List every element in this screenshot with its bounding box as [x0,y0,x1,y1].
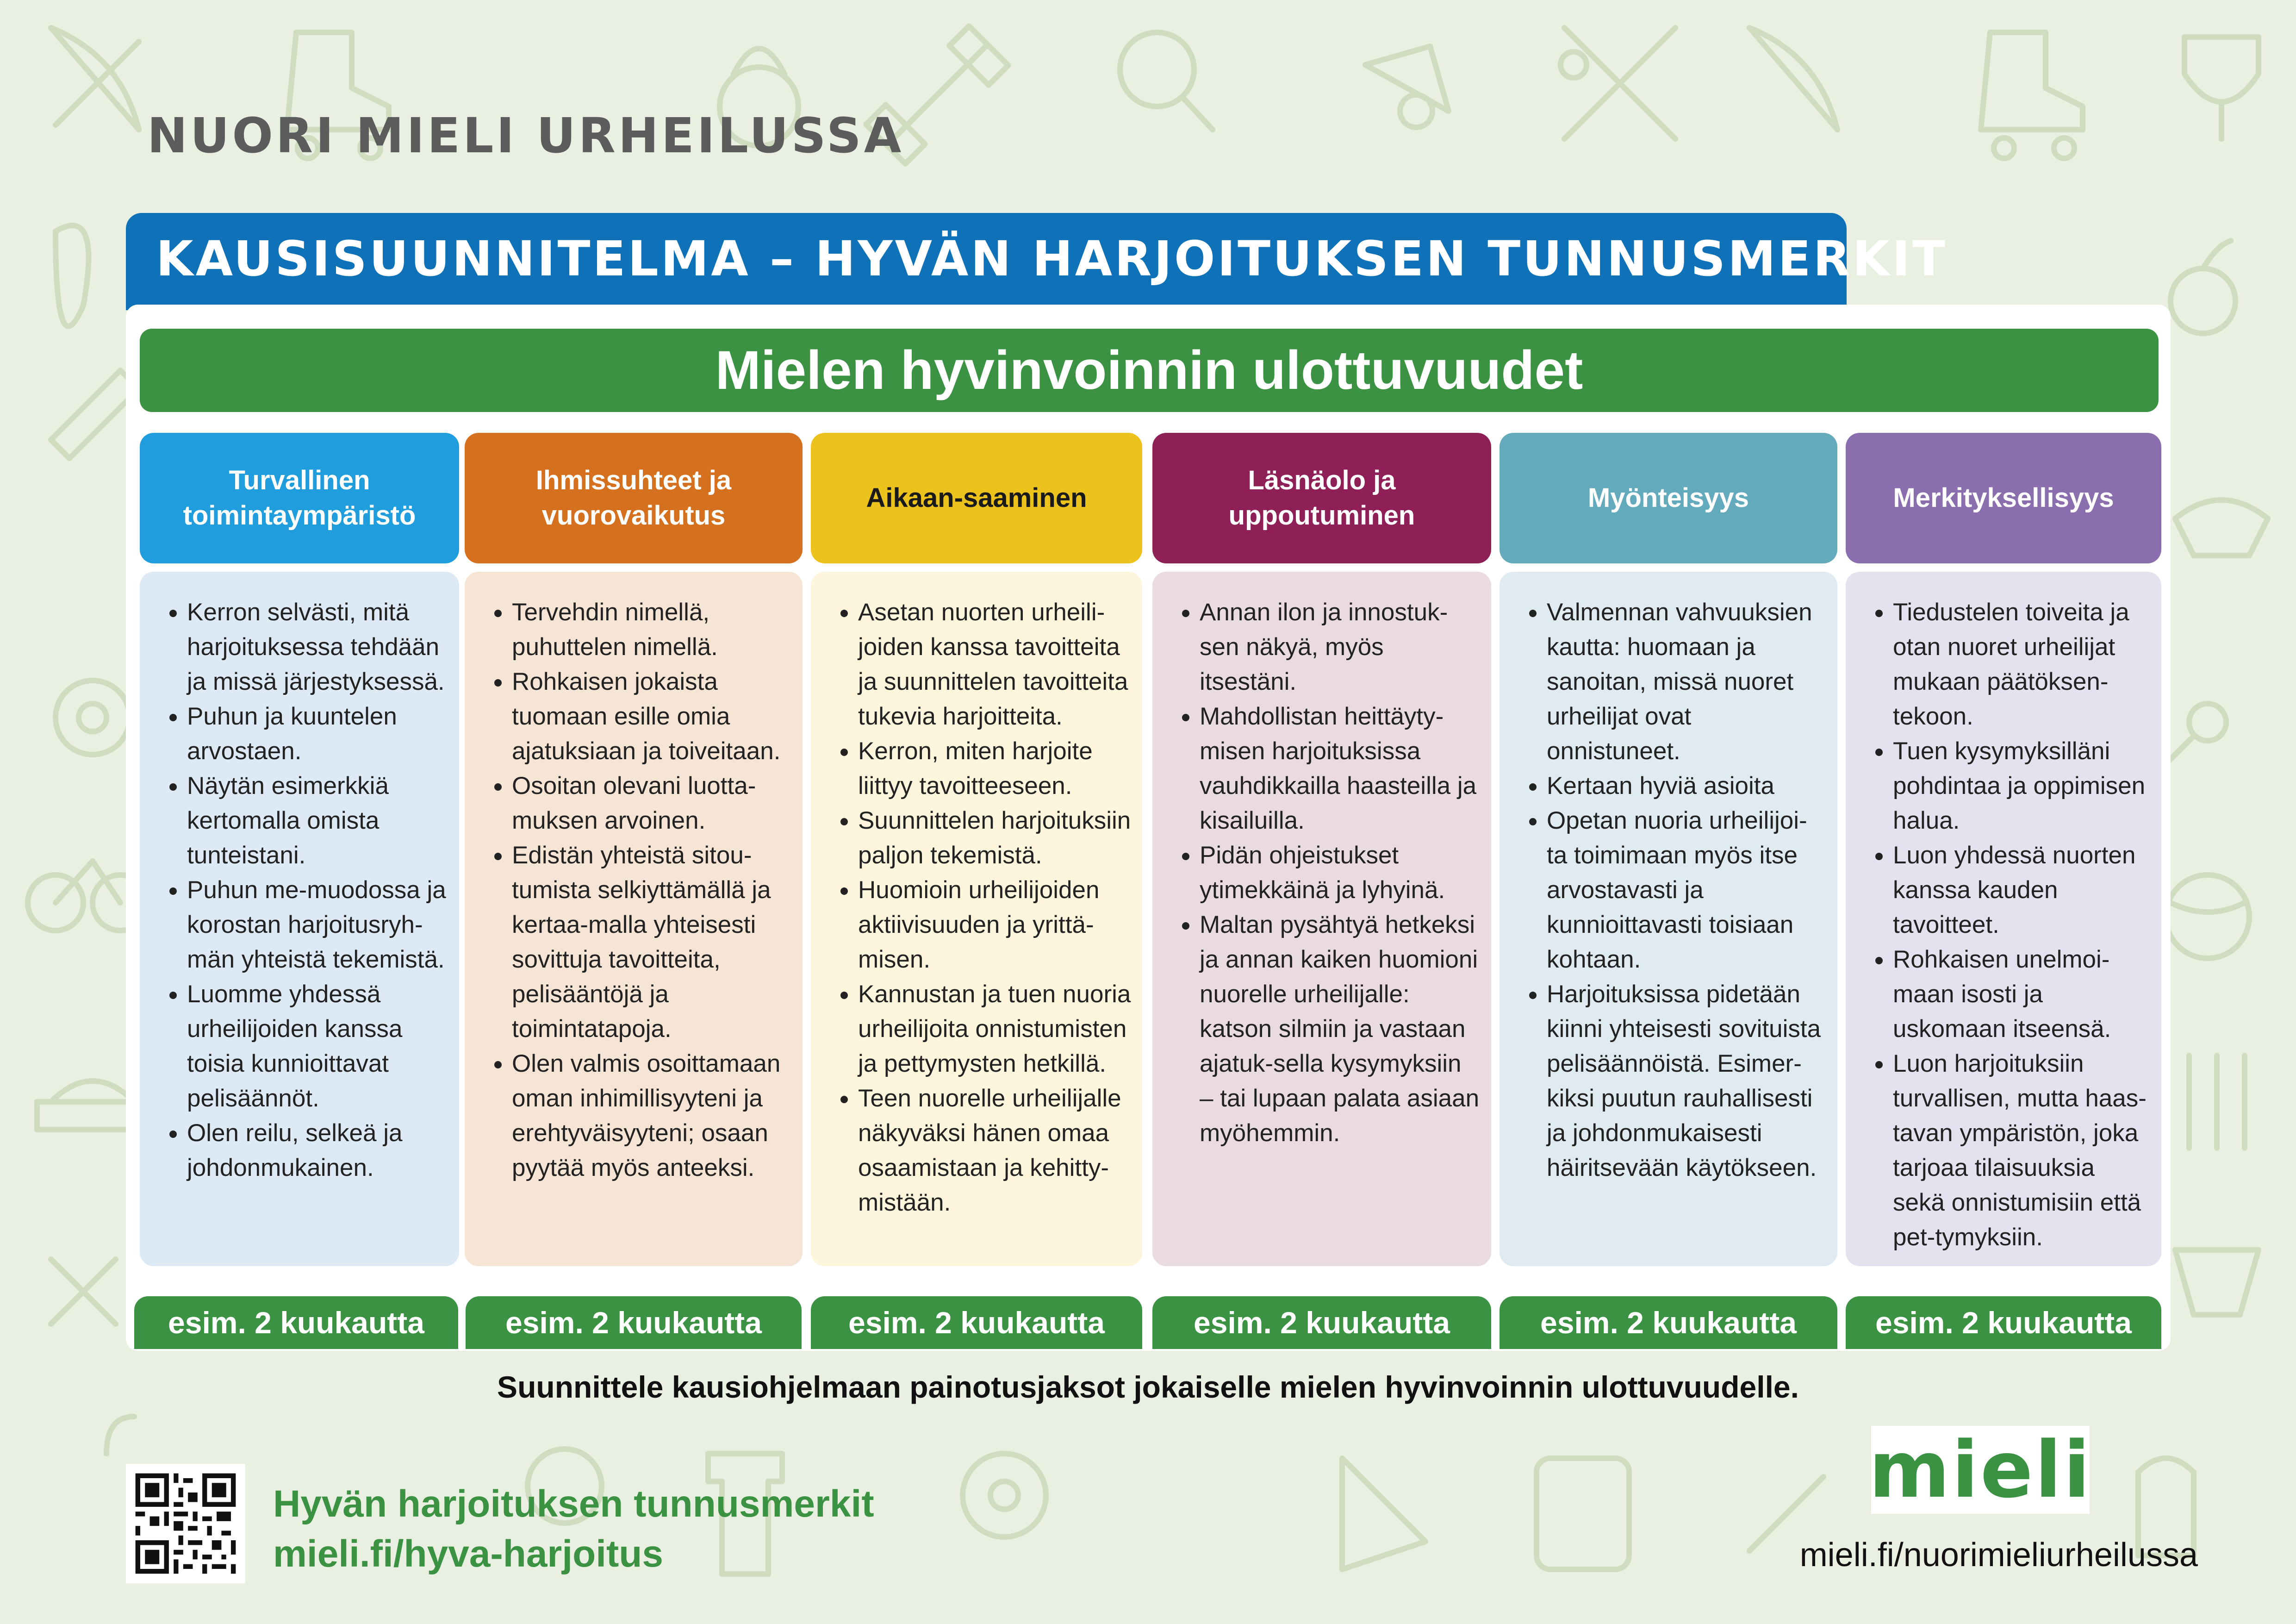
list-item: • Pidän ohjeistukset ytimekkäinä ja lyhyinä. [1200,838,1481,907]
page-title: KAUSISUUNNITELMA – HYVÄN HARJOITUKSEN TUNNUSMERKIT [156,231,1948,287]
column-title: Merkityksellisyys [1846,433,2161,563]
column-turvallinen [140,433,459,1266]
column-aikaansaaminen [811,433,1142,1266]
item-list [829,595,1132,1220]
column-body [1500,572,1837,1266]
list-item: • Edistän yhteistä sitou-tumista selkiyttämällä ja kertaa-malla yhteisesti sovittuja tavoitteita, pelisääntöjä ja toimintatapoja. [512,838,792,1046]
list-item: • Olen valmis osoittamaan oman inhimillisyyteni ja erehtyväisyyteni; osaan pyytää myös anteeksi. [512,1046,792,1185]
column-title: Myönteisyys [1500,433,1837,563]
item-list [158,595,449,1185]
list-item: • Puhun ja kuuntelen arvostaen. [187,699,449,768]
list-item: • Asetan nuorten urheili-joiden kanssa tavoitteita ja suunnittelen tavoitteita tukevia harjoitteita. [858,595,1132,734]
list-item: • Suunnittelen harjoituksiin paljon tekemistä. [858,803,1132,873]
mieli-logo [1871,1426,2090,1514]
list-item: • Rohkaisen jokaista tuomaan esille omia ajatuksiaan ja toiveitaan. [512,664,792,768]
list-item: • Näytän esimerkkiä kertomalla omista tunteistani. [187,768,449,873]
title-banner [126,213,1948,310]
duration-label: esim. 2 kuukautta [466,1296,802,1349]
list-item: • Olen reilu, selkeä ja johdonmukainen. [187,1116,449,1185]
list-item: • Teen nuorelle urheilijalle näkyväksi hänen omaa osaamistaan ja kehitty-mistään. [858,1081,1132,1220]
list-item: • Maltan pysähtyä hetkeksi ja annan kaiken huomioni nuorelle urheilijalle: katson silmiin ja vastaan ajatuk-sella kysymyksiin – tai lupaan palata asiaan myöhemmin. [1200,907,1481,1150]
column-title: Turvallinen toimintaympäristö [140,433,459,563]
list-item: • Osoitan olevani luotta-muksen arvoinen. [512,768,792,838]
list-item: • Kannustan ja tuen nuoria urheilijoita onnistumisten ja pettymysten hetkillä. [858,977,1132,1081]
column-title: Aikaan-saaminen [811,433,1142,563]
footer-note: Suunnittele kausiohjelmaan painotusjaksot jokaiselle mielen hyvinvoinnin ulottuvuudelle. [497,1370,1799,1404]
column-title: Läsnäolo ja uppoutuminen [1152,433,1491,563]
item-list [1864,595,2151,1255]
duration-label: esim. 2 kuukautta [1500,1296,1837,1349]
list-item: • Tuen kysymyksilläni pohdintaa ja oppimisen halua. [1893,734,2151,838]
duration-label: esim. 2 kuukautta [1846,1296,2161,1349]
column-body [1846,572,2161,1266]
item-list [483,595,792,1185]
list-item: • Kerron, miten harjoite liittyy tavoitteeseen. [858,734,1132,803]
list-item: • Opetan nuoria urheilijoi-ta toimimaan myös itse arvostavasti ja kunnioittavasti toisiaan kohtaan. [1547,803,1827,977]
duration-label: esim. 2 kuukautta [811,1296,1142,1349]
list-item: • Valmennan vahvuuksien kautta: huomaan ja sanoitan, missä nuoret urheilijat ovat onnistuneet. [1547,595,1827,768]
list-item: • Puhun me-muodossa ja korostan harjoitusryh-män yhteistä tekemistä. [187,873,449,977]
list-item: • Huomioin urheilijoiden aktiivisuuden ja yrittä-misen. [858,873,1132,977]
column-merkityksellisyys [1846,433,2161,1266]
column-myonteisyys [1500,433,1837,1266]
qr-code[interactable] [126,1464,245,1583]
brand-title: NUORI MIELI URHEILUSSA [147,107,904,164]
site-url[interactable]: mieli.fi/nuorimieliurheilussa [1799,1537,2198,1574]
duration-label: esim. 2 kuukautta [1152,1296,1491,1349]
column-body [1152,572,1491,1266]
logo-text: mieli [1869,1424,2092,1515]
column-title: Ihmissuhteet ja vuorovaikutus [465,433,803,563]
list-item: • Tiedustelen toiveita ja otan nuoret urheilijat mukaan päätöksen-tekoon. [1893,595,2151,734]
list-item: • Luomme yhdessä urheilijoiden kanssa toisia kunnioittavat pelisäännöt. [187,977,449,1116]
list-item: • Harjoituksissa pidetään kiinni yhteisesti sovituista pelisäännöistä. Esimer-kiksi puutun rauhallisesti ja johdonmukaisesti häiritsevään käytökseen. [1547,977,1827,1185]
link-block [273,1479,874,1579]
column-body [811,572,1142,1266]
list-item: • Tervehdin nimellä, puhuttelen nimellä. [512,595,792,664]
item-list [1518,595,1827,1185]
column-body [465,572,803,1266]
column-lasnaolo [1152,433,1491,1266]
list-item: • Kertaan hyviä asioita [1547,768,1827,803]
list-item: • Luon yhdessä nuorten kanssa kauden tavoitteet. [1893,838,2151,942]
qr-code-icon [126,1464,245,1583]
list-item: • Rohkaisen unelmoi-maan isosti ja uskomaan itseensä. [1893,942,2151,1046]
link-title: Hyvän harjoituksen tunnusmerkit [273,1483,874,1525]
list-item: • Luon harjoituksiin turvallisen, mutta haas-tavan ympäristön, joka tarjoaa tilaisuuksia sekä onnistumisiin että pet-tymyksiin. [1893,1046,2151,1255]
section-header: Mielen hyvinvoinnin ulottuvuudet [140,329,2159,412]
link-url[interactable]: mieli.fi/hyva-harjoitus [273,1533,663,1575]
list-item: • Kerron selvästi, mitä harjoituksessa tehdään ja missä järjestyksessä. [187,595,449,699]
list-item: • Annan ilon ja innostuk-sen näkyä, myös itsestäni. [1200,595,1481,699]
column-body [140,572,459,1266]
column-ihmissuhteet [465,433,803,1266]
list-item: • Mahdollistan heittäyty-misen harjoituksissa vauhdikkailla haasteilla ja kisailuilla. [1200,699,1481,838]
duration-label: esim. 2 kuukautta [134,1296,458,1349]
item-list [1171,595,1481,1150]
